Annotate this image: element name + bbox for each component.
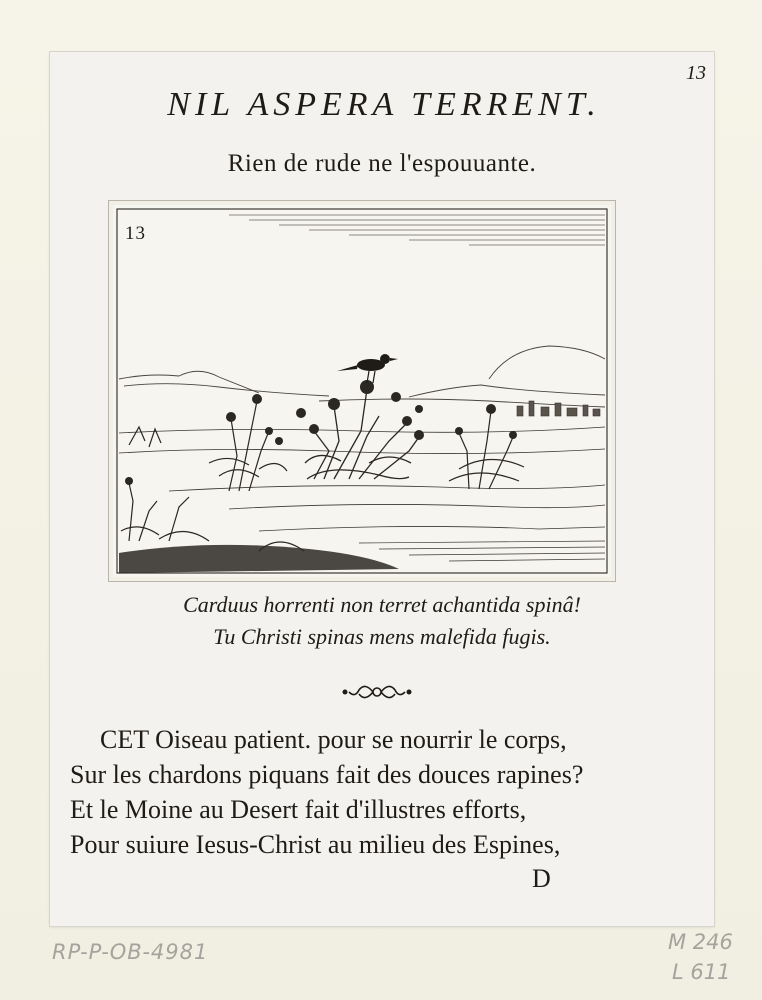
- motto-heading: NIL ASPERA TERRENT.: [167, 86, 601, 123]
- engraved-plate: [108, 200, 616, 582]
- plate-number: 13: [125, 223, 146, 244]
- landscape-engraving: [109, 201, 615, 581]
- thistle-heads-right: [415, 404, 517, 439]
- inventory-number: RP-P-OB-4981: [52, 940, 209, 964]
- ground-hatching: [359, 541, 605, 561]
- verse-line-2: Sur les chardons piquans fait des douces rapines?: [70, 760, 584, 789]
- thistle-clump-left: [209, 401, 287, 491]
- sky-hatching: [229, 215, 605, 245]
- verse-line-3: Et le Moine au Desert fait d'illustres efforts,: [70, 795, 527, 824]
- verse-line-4: Pour suiure Iesus-Christ au milieu des Espines,: [70, 830, 561, 859]
- ground-lines: [119, 427, 605, 531]
- thistle-clump-right: [449, 411, 524, 489]
- bird: [337, 354, 398, 383]
- signature-mark: D: [532, 864, 551, 893]
- pencil-mark-2: L 611: [672, 960, 731, 984]
- ornament-icon: [337, 680, 417, 704]
- french-subtitle: Rien de rude ne l'espouuante.: [227, 150, 537, 177]
- foreground-shadow: [119, 545, 399, 573]
- french-verse: [70, 722, 700, 862]
- distant-hills: [119, 346, 605, 407]
- pencil-mark-1: M 246: [668, 930, 733, 954]
- print-sheet: [50, 52, 714, 926]
- latin-line-2: Tu Christi spinas mens malefida fugis.: [213, 624, 551, 649]
- page-number: 13: [686, 62, 706, 84]
- latin-line-1: Carduus horrenti non terret achantida spinâ!: [183, 592, 581, 617]
- verse-line-1: CET Oiseau patient. pour se nourrir le corps,: [100, 725, 567, 754]
- distant-town: [517, 401, 600, 416]
- thistle-clump-center: [305, 389, 419, 479]
